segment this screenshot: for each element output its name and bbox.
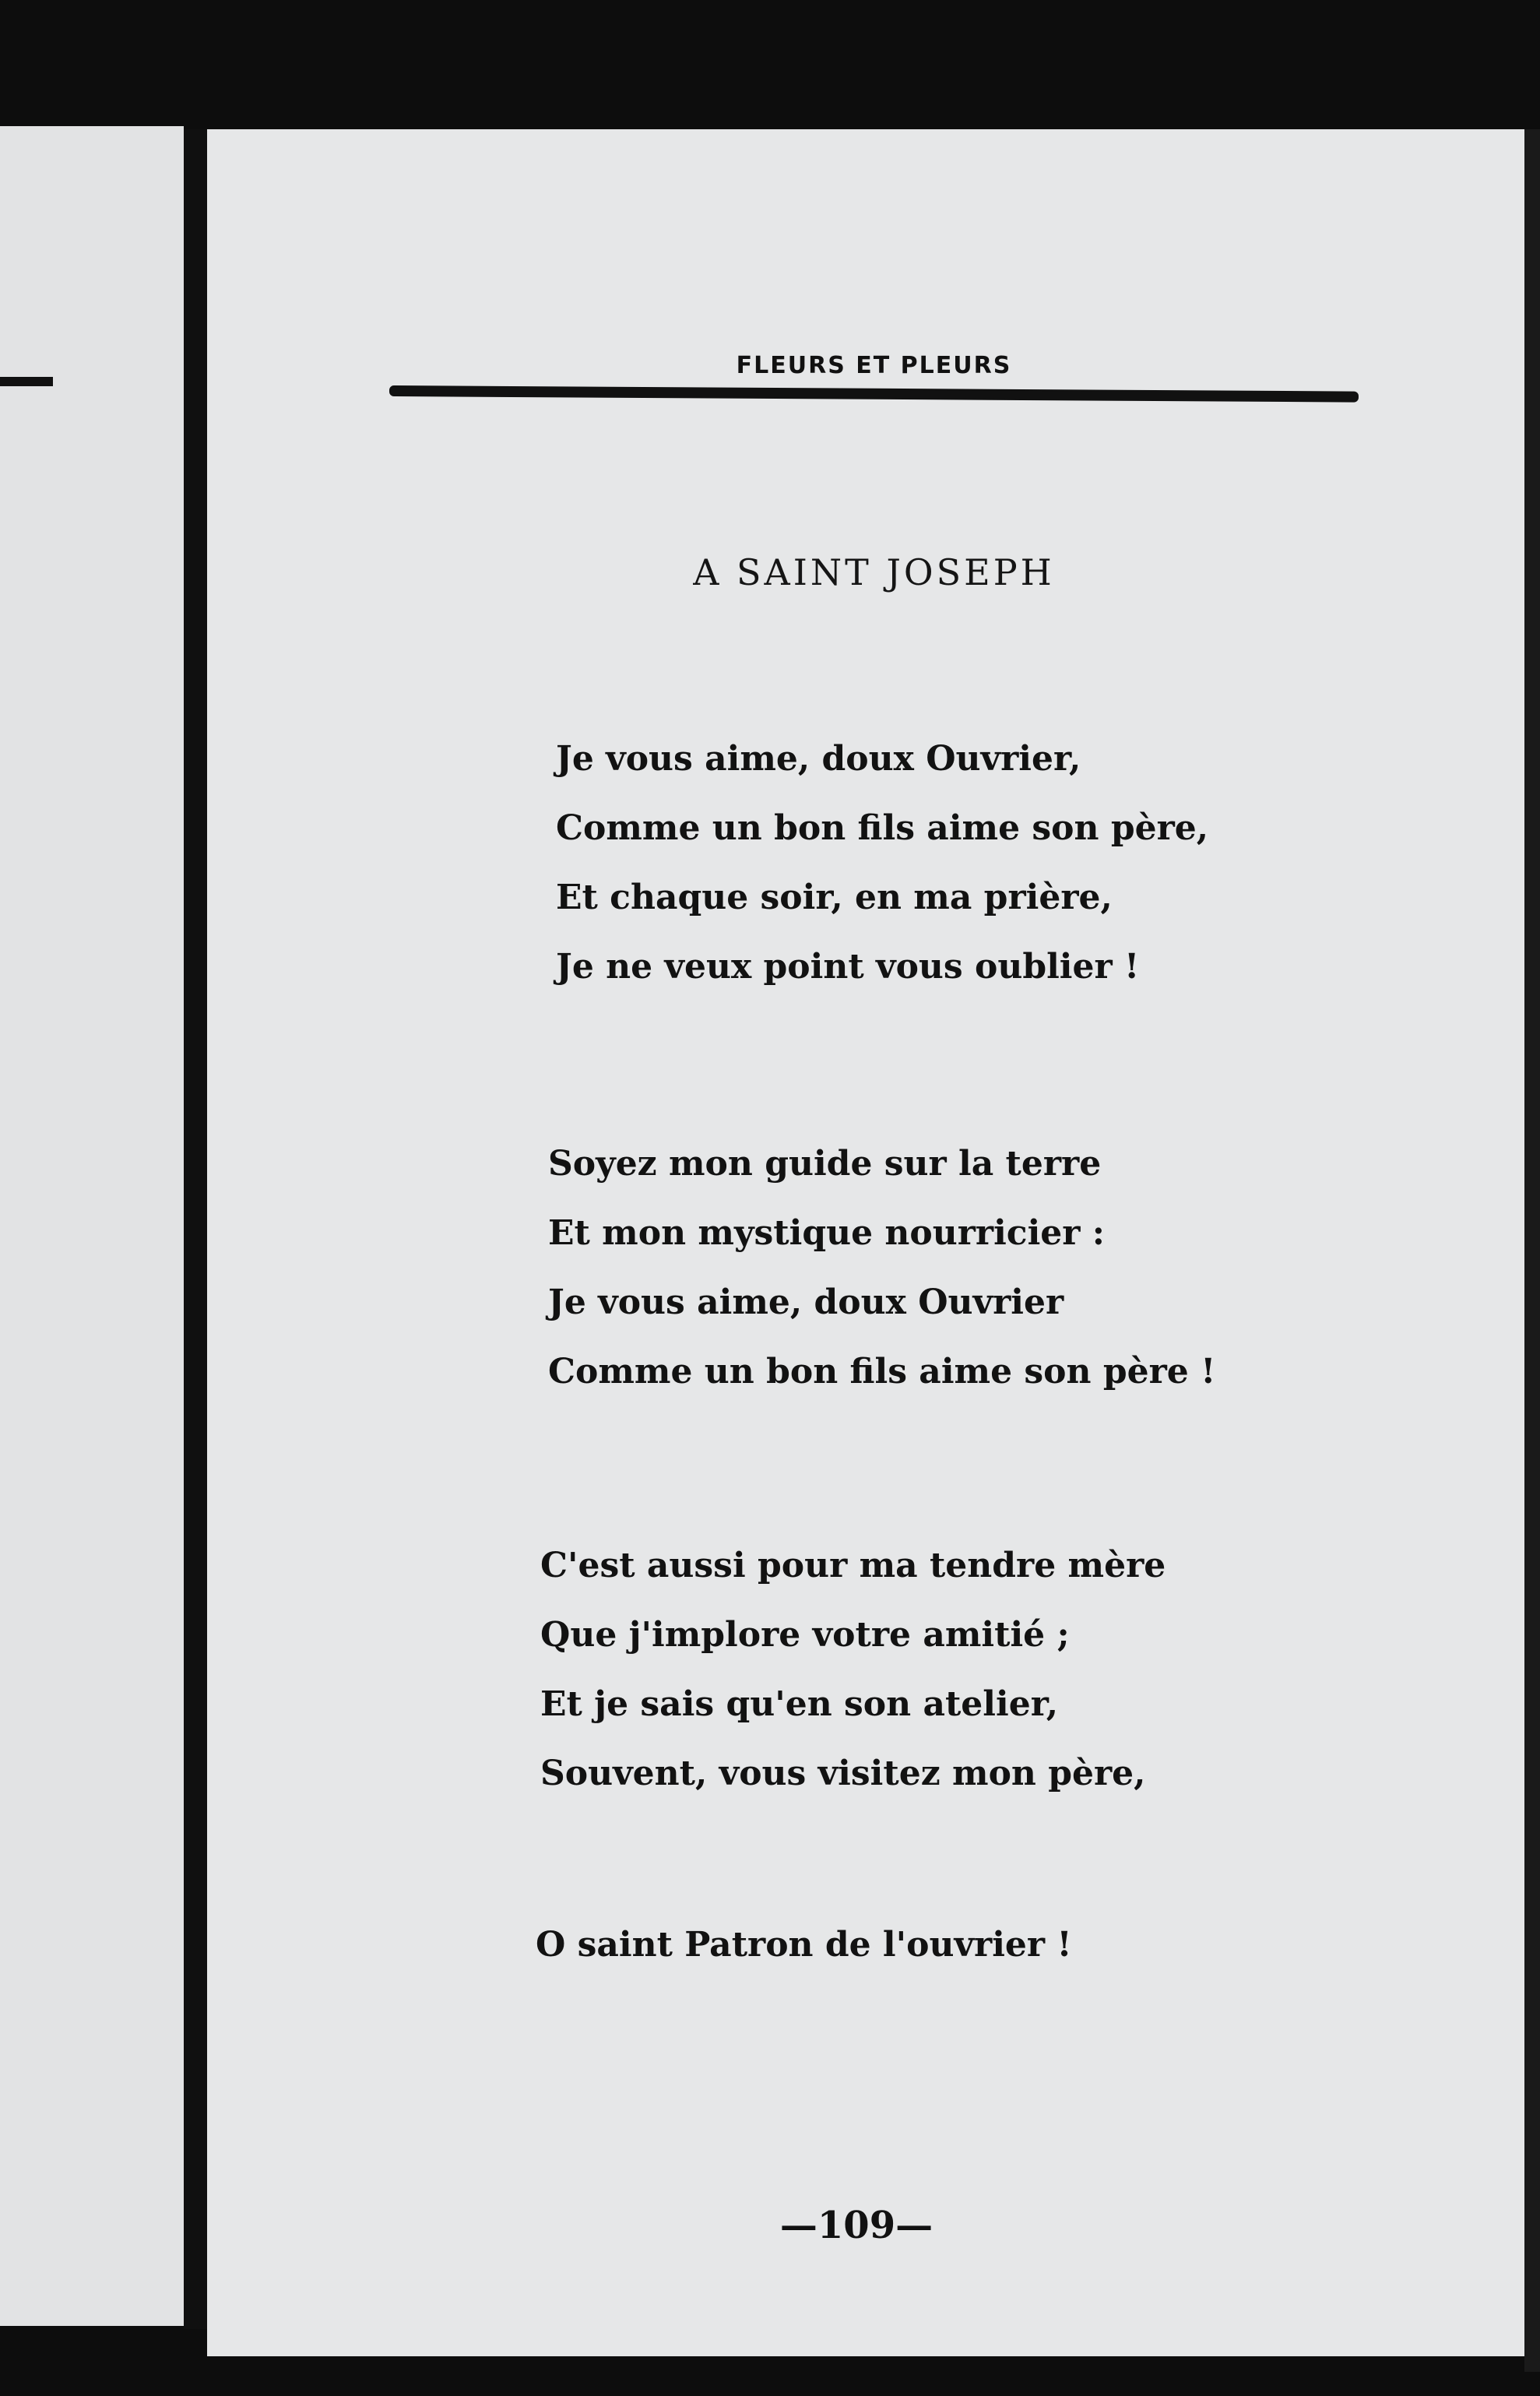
verse-line: Comme un bon fils aime son père, <box>556 808 1209 848</box>
verse-line: Et mon mystique nourricier : <box>548 1213 1106 1253</box>
page-number: —109— <box>779 2204 933 2247</box>
verse-line: C'est aussi pour ma tendre mère <box>540 1546 1166 1585</box>
verse-line: Comme un bon fils aime son père ! <box>548 1352 1216 1392</box>
book-gutter <box>184 129 207 2329</box>
verse-line: Soyez mon guide sur la terre <box>548 1144 1102 1184</box>
verse-line: Je vous aime, doux Ouvrier <box>548 1282 1064 1322</box>
verse-line: Je vous aime, doux Ouvrier, <box>556 739 1081 779</box>
verse-line: Et chaque soir, en ma prière, <box>556 878 1113 917</box>
stanza-3 <box>540 1531 1166 1808</box>
verse-line: Souvent, vous visitez mon père, <box>540 1754 1146 1793</box>
verse-line: Et je sais qu'en son atelier, <box>540 1684 1059 1724</box>
poem-title: A SAINT JOSEPH <box>693 551 1055 593</box>
verse-line: Je ne veux point vous oublier ! <box>556 947 1140 987</box>
closing-line: O saint Patron de l'ouvrier ! <box>536 1925 1072 1965</box>
previous-page-edge <box>0 126 184 2326</box>
stanza-2 <box>548 1129 1215 1406</box>
verse-line: Que j'implore votre amitié ; <box>540 1615 1070 1655</box>
running-head: FLEURS ET PLEURS <box>736 352 1012 379</box>
previous-page-rule <box>0 377 53 386</box>
stanza-1 <box>556 724 1208 1001</box>
page-edge-shadow <box>1524 129 1540 2372</box>
